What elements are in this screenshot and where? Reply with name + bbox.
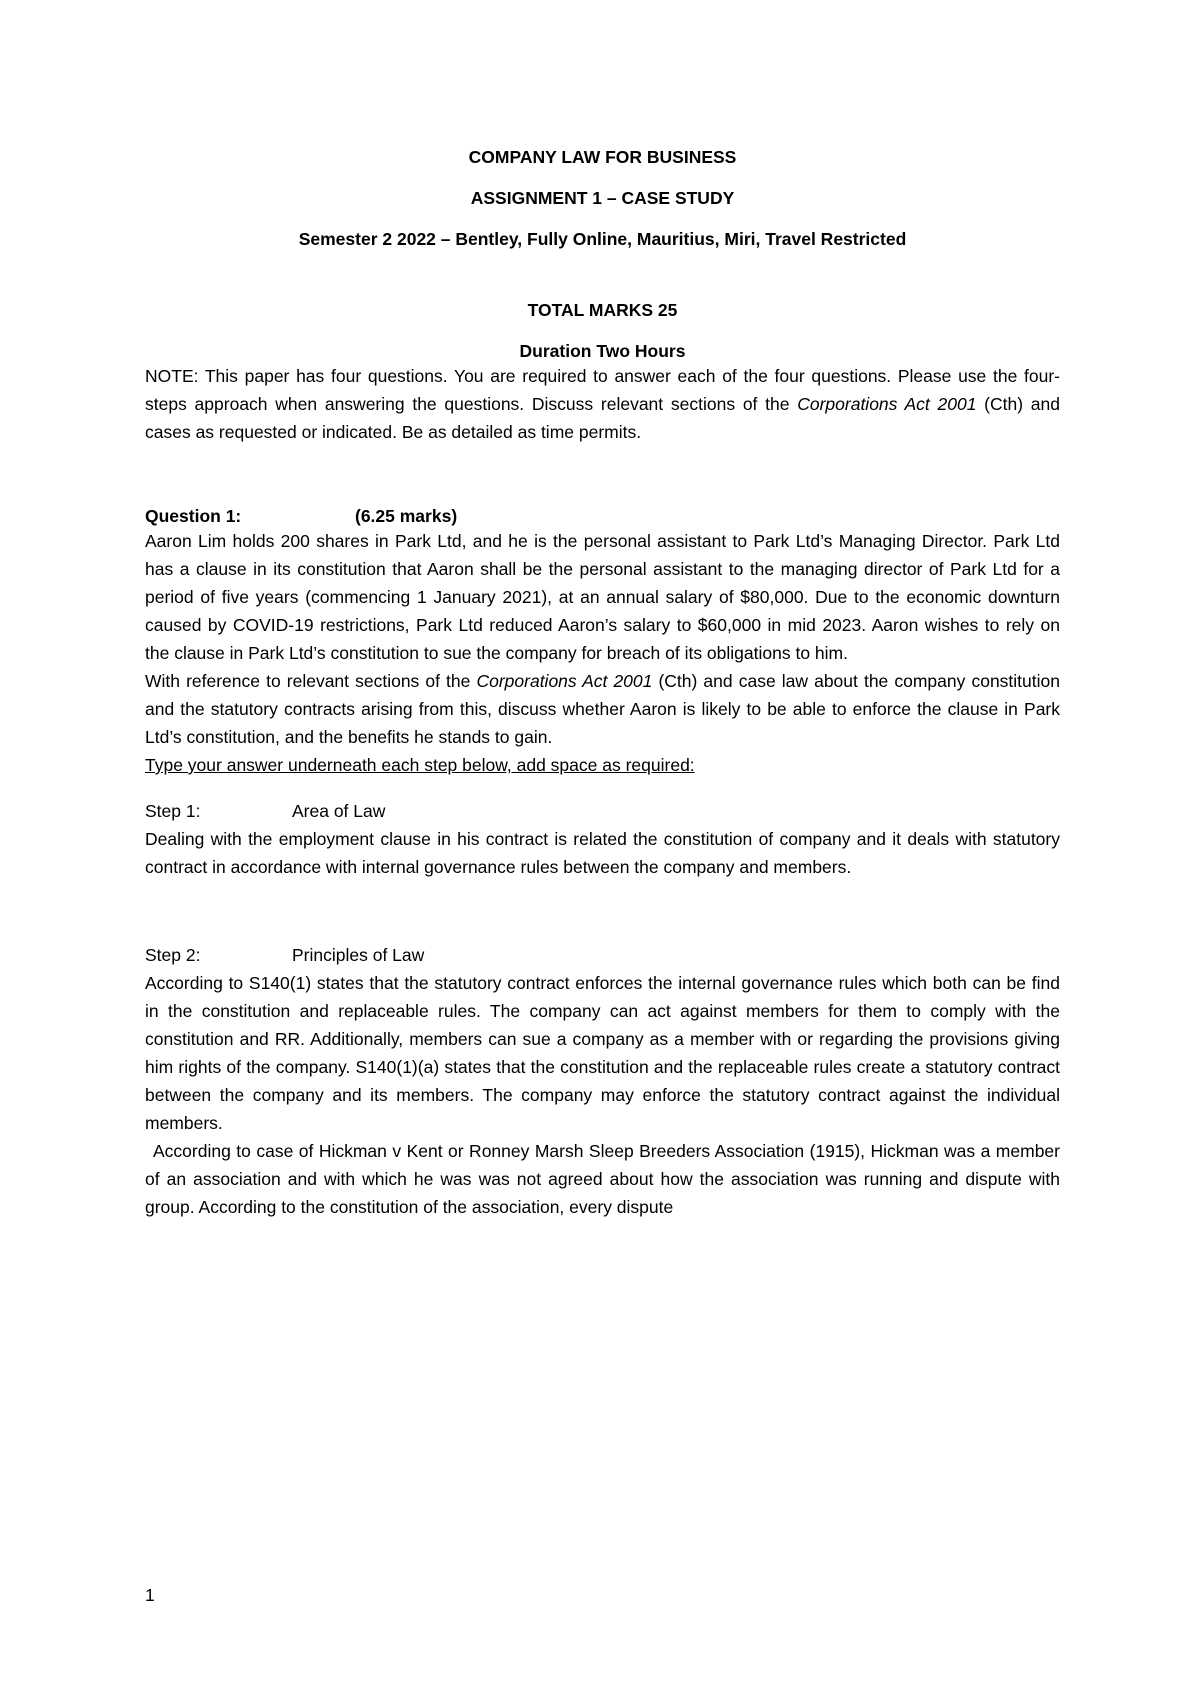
step-2-label: Step 2: (145, 945, 201, 965)
task-text-start: With reference to relevant sections of the (145, 671, 477, 691)
duration: Duration Two Hours (519, 341, 686, 361)
note-paragraph (145, 362, 1060, 446)
task-text-end: (Cth) and case law about the company constitution and the statutory contracts arising from this, discuss whether Aaron is likely to be able to enforce the clause in Park Ltd’s constitution, and the benefits he stands to gain. (145, 671, 1060, 747)
step-2-title: Principles of Law (292, 945, 425, 965)
question-1-label: Question 1: (145, 506, 242, 526)
step-1-answer[interactable]: Dealing with the employment clause in his contract is related the constitution of company and it deals with statutory contract in accordance with internal governance rules between the company and members. (145, 829, 1060, 877)
task-act-name: Corporations Act 2001 (476, 671, 653, 691)
assignment-title: ASSIGNMENT 1 – CASE STUDY (470, 188, 735, 208)
step-1-title: Area of Law (292, 801, 386, 821)
page-content (145, 147, 1060, 1221)
question-1-task (145, 667, 1060, 751)
question-1-marks: (6.25 marks) (355, 506, 458, 526)
step-1-heading (145, 797, 1060, 825)
note-text-start: NOTE: This paper has four questions. You are required to answer each of the four questions. Please use the four-steps approach when answering the questions. Discuss relevant sections of the (145, 366, 1060, 414)
note-text-end: (Cth) and cases as requested or indicated. Be as detailed as time permits. (145, 394, 1061, 442)
step-2-answer-para-2[interactable]: According to case of Hickman v Kent or Ronney Marsh Sleep Breeders Association (1915), Hickman was a member of an association and with which he was was not agreed about how the association was running and dispute with group. According to the constitution of the association, every dispute (145, 1141, 1060, 1217)
page-number: 1 (145, 1585, 155, 1605)
step-2-answer-para-1[interactable]: According to S140(1) states that the statutory contract enforces the internal governance rules which both can be find in the constitution and replaceable rules. The company can act against members for them to comply with the constitution and RR. Additionally, members can sue a company as a member with or regarding the provisions giving him rights of the company. S140(1)(a) states that the constitution and the replaceable rules create a statutory contract between the company and its members. The company may enforce the statutory contract against the individual members. (145, 973, 1060, 1133)
total-marks: TOTAL MARKS 25 (527, 300, 678, 320)
step-1-label: Step 1: (145, 801, 201, 821)
step-2-heading (145, 941, 1060, 969)
answer-instructions: Type your answer underneath each step below, add space as required: (145, 755, 695, 775)
question-1-scenario: Aaron Lim holds 200 shares in Park Ltd, and he is the personal assistant to Park Ltd’s Managing Director. Park Ltd has a clause in its constitution that Aaron shall be the personal assistant to the managing director of Park Ltd for a period of five years (commencing 1 January 2021), at an annual salary of $80,000. Due to the economic downturn caused by COVID-19 restrictions, Park Ltd reduced Aaron’s salary to $60,000 in mid 2023. Aaron wishes to rely on the clause in Park Ltd’s constitution to sue the company for breach of its obligations to him. (145, 531, 1060, 663)
note-act-name: Corporations Act 2001 (797, 394, 977, 414)
semester-line: Semester 2 2022 – Bentley, Fully Online, Mauritius, Miri, Travel Restricted (298, 229, 907, 249)
course-title: COMPANY LAW FOR BUSINESS (468, 147, 737, 167)
question-1-heading (145, 506, 1060, 527)
